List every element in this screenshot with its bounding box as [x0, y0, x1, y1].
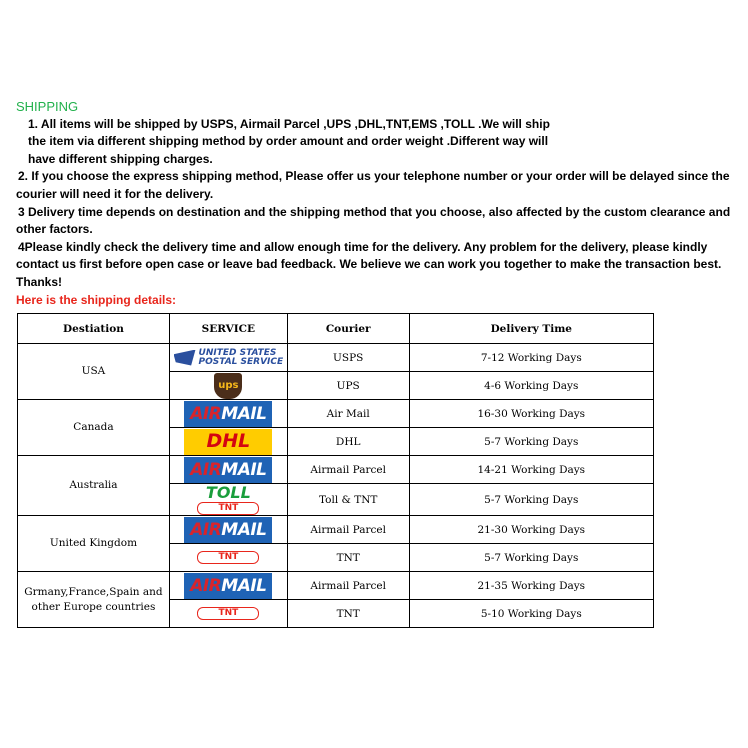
tnt-logo: TNT — [197, 551, 259, 564]
airmail-logo: AIRMAIL — [184, 401, 272, 427]
delivery-time-cell: 21-30 Working Days — [409, 516, 653, 544]
table-row — [18, 344, 654, 372]
service-cell — [169, 544, 287, 572]
header-destination: Destiation — [18, 314, 170, 344]
shipping-table — [17, 313, 654, 628]
note-4-line-1: 4Please kindly check the delivery time and allow enough time for the delivery. Any problem for the delivery, please kindly — [18, 239, 708, 254]
tnt-logo: TNT — [197, 502, 259, 515]
destination-europe — [18, 572, 170, 628]
table-row — [18, 400, 654, 428]
delivery-time-cell: 5-7 Working Days — [409, 428, 653, 456]
courier-cell: DHL — [287, 428, 409, 456]
courier-cell: USPS — [287, 344, 409, 372]
service-cell — [169, 456, 287, 484]
header-courier: Courier — [287, 314, 409, 344]
delivery-time-cell: 4-6 Working Days — [409, 372, 653, 400]
shipping-details-label: Here is the shipping details: — [16, 292, 177, 307]
service-cell — [169, 428, 287, 456]
destination-europe-line-1: Grmany,France,Spain and — [24, 585, 163, 598]
shipping-notes — [16, 98, 736, 309]
destination-australia: Australia — [18, 456, 170, 516]
courier-cell: UPS — [287, 372, 409, 400]
airmail-logo: AIRMAIL — [184, 573, 272, 599]
delivery-time-cell: 16-30 Working Days — [409, 400, 653, 428]
note-1-line-3: have different shipping charges. — [28, 151, 213, 166]
service-cell — [169, 484, 287, 516]
delivery-time-cell: 5-7 Working Days — [409, 484, 653, 516]
destination-canada: Canada — [18, 400, 170, 456]
table-row — [18, 456, 654, 484]
table-row — [18, 572, 654, 600]
shipping-heading: SHIPPING — [16, 99, 79, 114]
tnt-logo: TNT — [197, 607, 259, 620]
courier-cell: TNT — [287, 600, 409, 628]
airmail-logo: AIRMAIL — [184, 517, 272, 543]
note-2-line-2: courier will need it for the delivery. — [16, 186, 214, 201]
note-4-line-2: contact us first before open case or leave bad feedback. We believe we can work you together to make the transaction best. — [16, 257, 722, 272]
courier-cell: Air Mail — [287, 400, 409, 428]
destination-europe-line-2: other Europe countries — [31, 600, 156, 613]
delivery-time-cell: 5-10 Working Days — [409, 600, 653, 628]
note-1-line-2: the item via different shipping method by order amount and order weight .Different way will — [28, 134, 549, 149]
service-cell — [169, 572, 287, 600]
delivery-time-cell: 7-12 Working Days — [409, 344, 653, 372]
service-cell — [169, 372, 287, 400]
courier-cell: Airmail Parcel — [287, 516, 409, 544]
service-cell — [169, 400, 287, 428]
destination-usa: USA — [18, 344, 170, 400]
table-header-row — [18, 314, 654, 344]
header-service: SERVICE — [169, 314, 287, 344]
note-3-line-1: 3 Delivery time depends on destination and the shipping method that you choose, also affected by the custom clearance and — [18, 204, 731, 219]
delivery-time-cell: 5-7 Working Days — [409, 544, 653, 572]
service-cell — [169, 600, 287, 628]
usps-logo: UNITED STATES POSTAL SERVICE — [174, 349, 284, 367]
table-row — [18, 516, 654, 544]
courier-cell: Airmail Parcel — [287, 456, 409, 484]
courier-cell: Airmail Parcel — [287, 572, 409, 600]
dhl-logo: DHL — [184, 429, 272, 455]
note-3-line-2: other factors. — [16, 222, 93, 237]
eagle-icon — [174, 350, 196, 366]
header-delivery-time: Delivery Time — [409, 314, 653, 344]
destination-united-kingdom: United Kingdom — [18, 516, 170, 572]
service-cell — [169, 344, 287, 372]
note-1-line-1: 1. All items will be shipped by USPS, Airmail Parcel ,UPS ,DHL,TNT,EMS ,TOLL .We will ship — [28, 116, 550, 131]
courier-cell: Toll & TNT — [287, 484, 409, 516]
delivery-time-cell: 21-35 Working Days — [409, 572, 653, 600]
note-4-line-3: Thanks! — [16, 274, 63, 289]
service-cell — [169, 516, 287, 544]
toll-logo: TOLL — [205, 483, 251, 502]
ups-logo: ups — [214, 373, 242, 399]
airmail-logo: AIRMAIL — [184, 457, 272, 483]
delivery-time-cell: 14-21 Working Days — [409, 456, 653, 484]
courier-cell: TNT — [287, 544, 409, 572]
note-2-line-1: 2. If you choose the express shipping method, Please offer us your telephone number or your order will be delayed since the — [18, 169, 730, 184]
